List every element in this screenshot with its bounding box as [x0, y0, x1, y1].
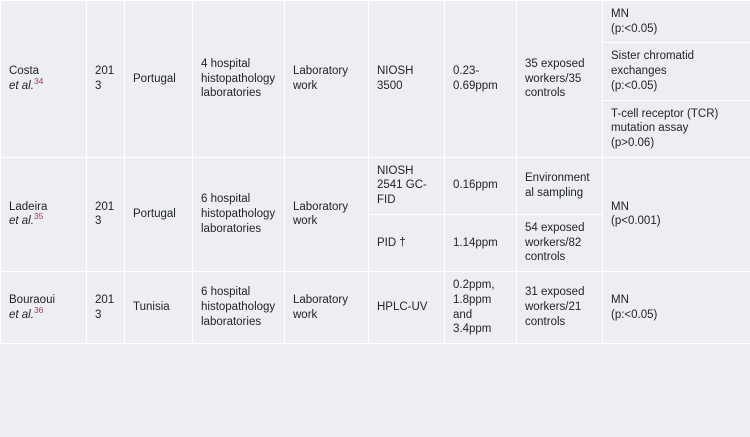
outcome-cell: MN (p<0.001) [603, 157, 750, 271]
outcome-cell: Sister chromatid exchanges (p:<0.05) [603, 43, 750, 100]
work-cell: Laboratory work [285, 157, 369, 271]
study-etal: et al. [9, 308, 34, 321]
year-cell: 2013 [87, 157, 125, 271]
setting-cell: 6 hospital histopathology laboratories [193, 272, 285, 344]
study-reference: 36 [33, 304, 44, 315]
concentration-cell: 0.23-0.69ppm [445, 1, 517, 158]
population-cell: 35 exposed workers/35 controls [517, 1, 603, 158]
concentration-cell: 0.16ppm [445, 157, 517, 214]
method-cell: NIOSH 3500 [369, 1, 445, 158]
method-cell: NIOSH 2541 GC-FID [369, 157, 445, 214]
country-cell: Tunisia [125, 272, 193, 344]
study-author: Costa [9, 65, 40, 78]
method-cell: PID † [369, 214, 445, 271]
work-cell: Laboratory work [285, 1, 369, 158]
year-cell: 2013 [87, 272, 125, 344]
year-cell: 2013 [87, 1, 125, 158]
setting-cell: 6 hospital histopathology laboratories [193, 157, 285, 271]
table-row [1, 1, 750, 43]
country-cell: Portugal [125, 1, 193, 158]
setting-cell: 4 hospital histopathology laboratories [193, 1, 285, 158]
outcome-cell: MN (p:<0.05) [603, 272, 750, 344]
country-cell: Portugal [125, 157, 193, 271]
study-author: Bouraoui [9, 293, 56, 306]
concentration-cell: 1.14ppm [445, 214, 517, 271]
concentration-cell: 0.2ppm, 1.8ppm and 3.4ppm [445, 272, 517, 344]
method-cell: HPLC-UV [369, 272, 445, 344]
study-etal: et al. [9, 215, 34, 228]
outcome-cell: MN (p:<0.05) [603, 1, 750, 43]
population-cell: 54 exposed workers/82 controls [517, 214, 603, 271]
population-cell: 31 exposed workers/21 controls [517, 272, 603, 344]
work-cell: Laboratory work [285, 272, 369, 344]
study-reference: 35 [33, 211, 44, 222]
study-etal: et al. [9, 79, 34, 92]
study-cell [1, 1, 87, 158]
study-cell [1, 157, 87, 271]
population-cell: Environmental sampling [517, 157, 603, 214]
study-cell [1, 272, 87, 344]
table-row [1, 272, 750, 344]
study-author: Ladeira [9, 200, 48, 213]
study-reference: 34 [33, 76, 44, 87]
outcome-cell: T-cell receptor (TCR) mutation assay (p>0.06) [603, 100, 750, 157]
table-row [1, 157, 750, 214]
